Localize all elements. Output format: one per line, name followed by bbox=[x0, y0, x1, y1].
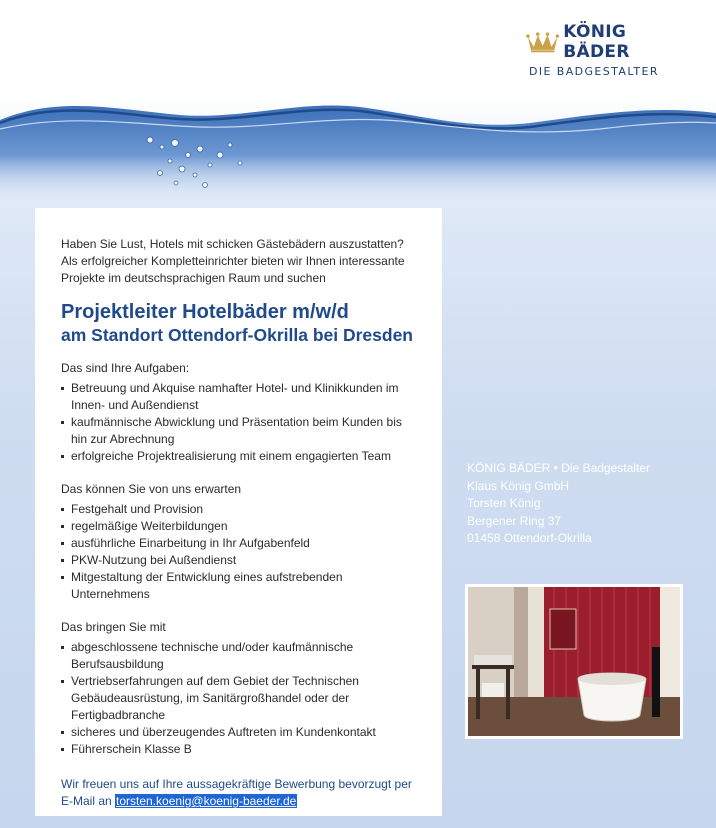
crown-icon bbox=[526, 31, 559, 53]
list-item: Mitgestaltung der Entwicklung eines aufstrebenden Unternehmens bbox=[61, 569, 420, 603]
section-heading-requirements: Das bringen Sie mit bbox=[61, 620, 166, 634]
list-item: Führerschein Klasse B bbox=[61, 741, 420, 758]
contact-address bbox=[467, 460, 650, 548]
closing-text bbox=[61, 776, 420, 810]
list-item: regelmäßige Weiterbildungen bbox=[61, 518, 420, 535]
company-logo bbox=[526, 22, 696, 78]
list-item: kaufmännische Abwicklung und Präsentation beim Kunden bis hin zur Abrechnung bbox=[61, 414, 420, 448]
list-item: sicheres und überzeugendes Auftreten im Kundenkontakt bbox=[61, 724, 420, 741]
intro-text: Haben Sie Lust, Hotels mit schicken Gästebädern auszustatten? Als erfolgreicher Kompletteinrichter bieten wir Ihnen interessante Projekte im deutschsprachigen Raum und suchen bbox=[61, 237, 405, 285]
closing-message: Wir freuen uns auf Ihre aussagekräftige Bewerbung bevorzugt per E-Mail an bbox=[61, 777, 412, 808]
list-item: Vertriebserfahrungen auf dem Gebiet der Technischen Gebäudeausrüstung, im Sanitärgroßhandel oder der Fertigbadbranche bbox=[61, 673, 420, 724]
email-link[interactable]: torsten.koenig@koenig-baeder.de bbox=[116, 794, 297, 808]
offer-list bbox=[61, 501, 420, 603]
job-posting-card bbox=[35, 208, 442, 816]
list-item: erfolgreiche Projektrealisierung mit einem engagierten Team bbox=[61, 448, 420, 465]
list-item: abgeschlossene technische und/oder kaufmännische Berufsausbildung bbox=[61, 639, 420, 673]
list-item: ausführliche Einarbeitung in Ihr Aufgabenfeld bbox=[61, 535, 420, 552]
contact-line: Torsten König bbox=[467, 496, 541, 510]
tasks-list bbox=[61, 380, 420, 465]
section-heading-tasks: Das sind Ihre Aufgaben: bbox=[61, 361, 190, 375]
bathroom-photo bbox=[465, 584, 683, 739]
water-wave-image bbox=[0, 85, 716, 205]
brand-name: KÖNIG BÄDER bbox=[563, 22, 630, 62]
contact-line: Bergener Ring 37 bbox=[467, 513, 562, 528]
requirements-list bbox=[61, 639, 420, 758]
section-heading-offer: Das können Sie von uns erwarten bbox=[61, 482, 242, 496]
list-item: Festgehalt und Provision bbox=[61, 501, 420, 518]
list-item: PKW-Nutzung bei Außendienst bbox=[61, 552, 420, 569]
contact-line: 01458 Ottendorf-Okrilla bbox=[467, 531, 592, 545]
job-location: am Standort Ottendorf-Okrilla bei Dresden bbox=[61, 325, 413, 345]
job-title: Projektleiter Hotelbäder m/w/d bbox=[61, 301, 349, 323]
contact-line: Klaus König GmbH bbox=[467, 478, 570, 493]
contact-line: KÖNIG BÄDER • Die Badgestalter bbox=[467, 461, 650, 475]
list-item: Betreuung und Akquise namhafter Hotel- und Klinikkunden im Innen- und Außendienst bbox=[61, 380, 420, 414]
bathroom-image bbox=[468, 587, 680, 736]
brand-tagline: DIE BADGESTALTER bbox=[529, 65, 659, 78]
